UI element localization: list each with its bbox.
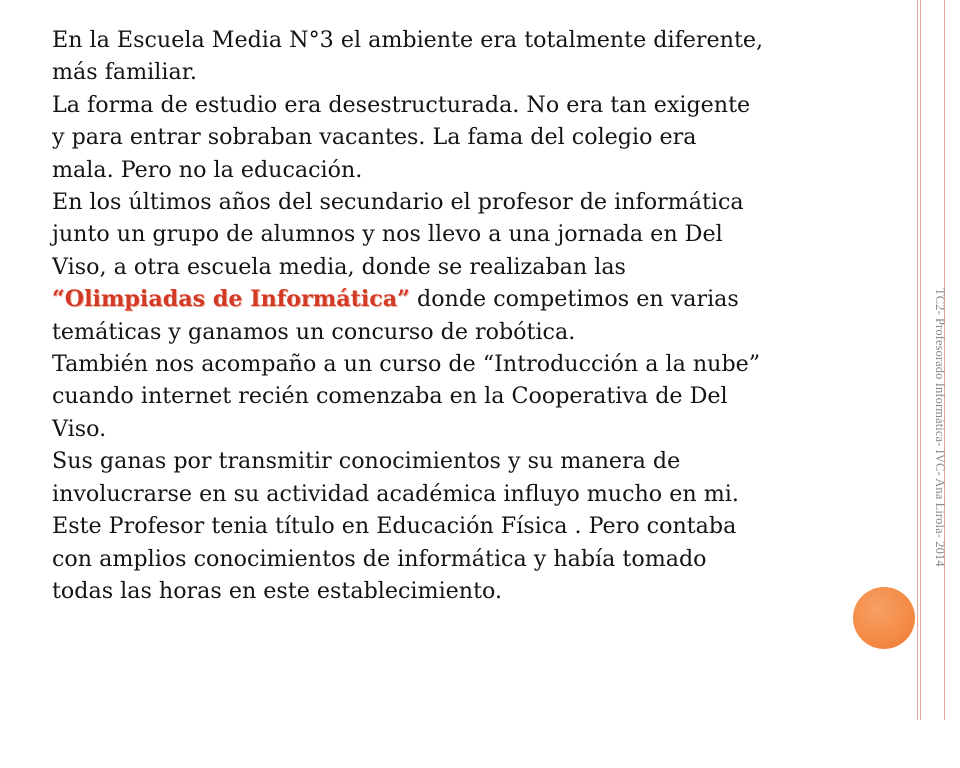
text-line: También nos acompaño a un curso de “Introducción a la nube” (52, 351, 761, 378)
text-line: cuando internet recién comenzaba en la Cooperativa de Del (52, 383, 728, 410)
text-line: y para entrar sobraban vacantes. La fama del colegio era (52, 124, 697, 151)
olimpiadas-highlight: “Olimpiadas de Informática” (52, 286, 410, 313)
text-line: más familiar. (52, 59, 197, 86)
text-line: En los últimos años del secundario el profesor de informática (52, 189, 744, 216)
highlight-line-rest: donde competimos en varias (409, 286, 739, 313)
text-line: todas las horas en este establecimiento. (52, 577, 503, 604)
text-line: temáticas y ganamos un concurso de robótica. (52, 318, 576, 345)
text-line: con amplios conocimientos de informática y había tomado (52, 545, 707, 572)
footer-text: TC2- Profesorado Informática- IVC- Ana Lirola- 2014 (933, 288, 947, 567)
text-line: En la Escuela Media N°3 el ambiente era totalmente diferente, (52, 27, 764, 53)
text-line: involucrarse en su actividad académica influyo mucho en mi. (52, 480, 739, 507)
text-line: junto un grupo de alumnos y nos llevo a una jornada en Del (52, 221, 723, 248)
text-line: mala. Pero no la educación. (52, 156, 363, 183)
slide-body-text (52, 24, 912, 607)
text-line: Viso, a otra escuela media, donde se realizaban las (52, 253, 626, 280)
text-line: Viso. (52, 415, 107, 442)
text-line-highlight (52, 283, 912, 315)
text-line: Este Profesor tenia título en Educación Física . Pero contaba (52, 513, 737, 540)
footer-vertical (932, 288, 952, 768)
sidebar-divider (917, 0, 921, 720)
text-line: La forma de estudio era desestructurada. No era tan exigente (52, 91, 751, 118)
text-line: Sus ganas por transmitir conocimientos y su manera de (52, 448, 681, 475)
